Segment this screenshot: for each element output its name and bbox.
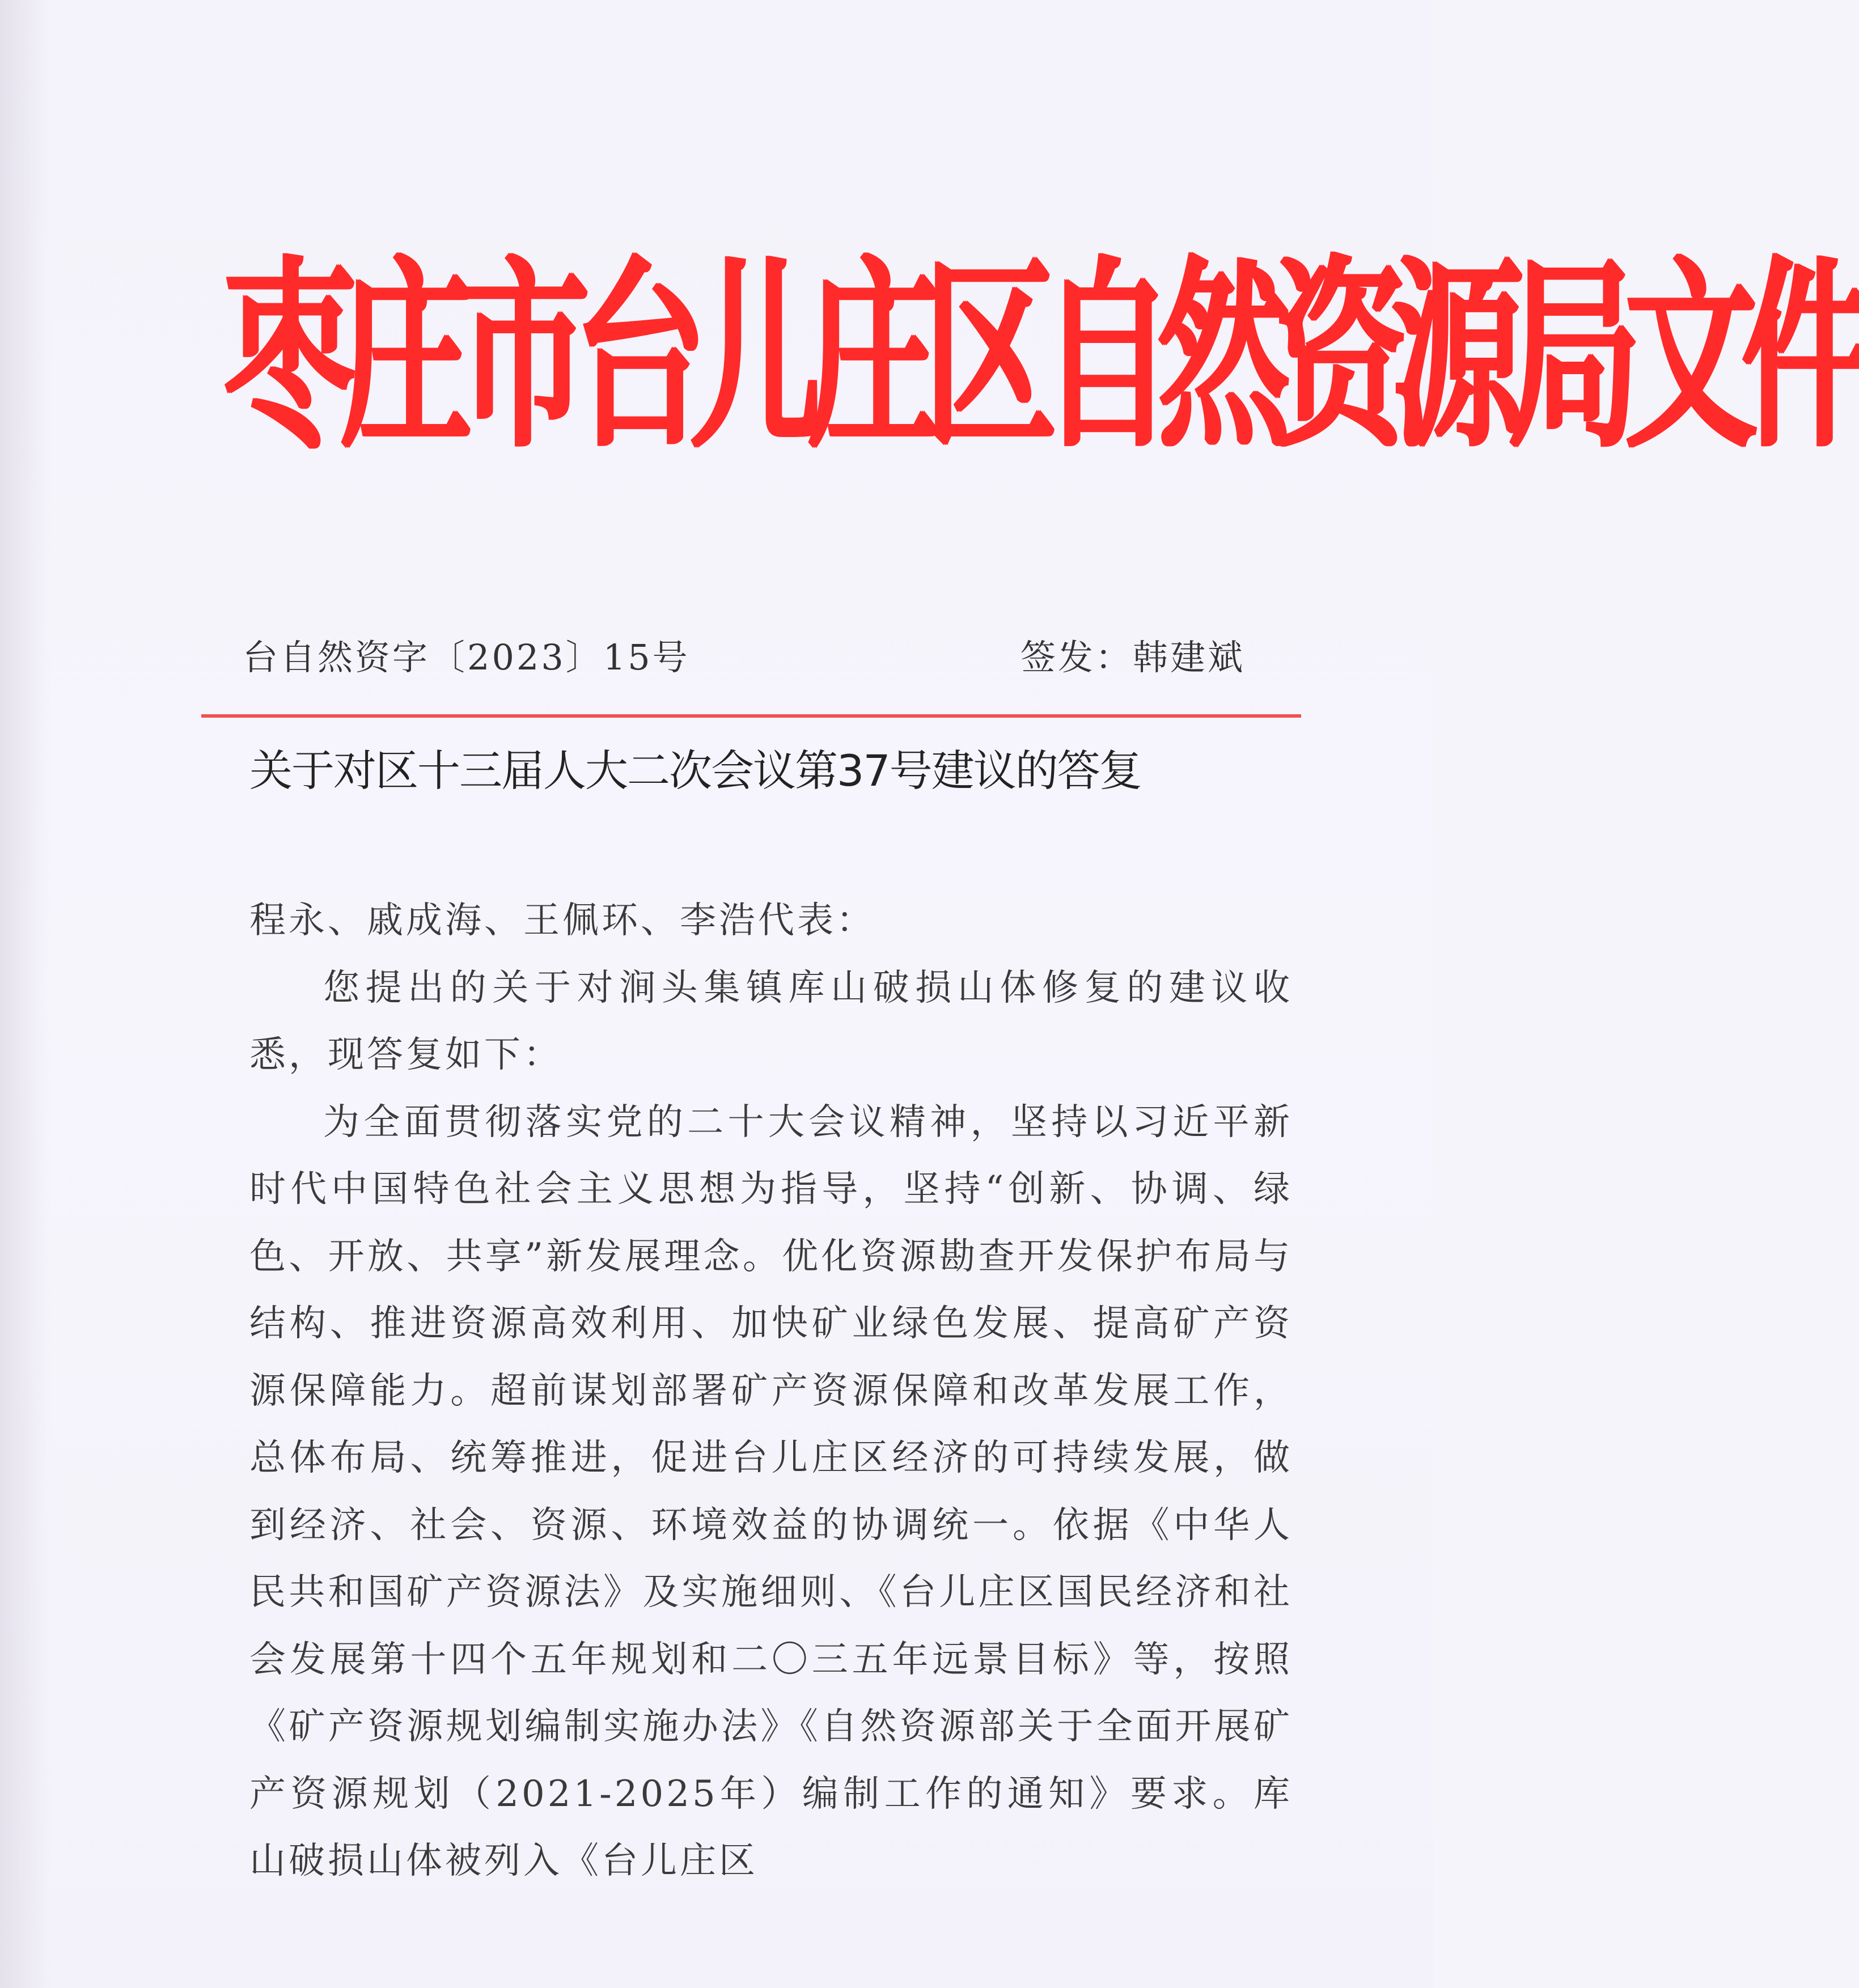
red-divider-line <box>201 714 1301 718</box>
document-body <box>249 887 1293 1895</box>
signer-line: 签发：韩建斌 <box>1020 637 1246 678</box>
body-paragraph-2: 为全面贯彻落实党的二十大会议精神，坚持以习近平新时代中国特色社会主义思想为指导，坚持“创新、协调、绿色、开放、共享”新发展理念。优化资源勘查开发保护布局与结构、推进资源高效利用、加快矿业绿色发展、提高矿产资源保障能力。超前谋划部署矿产资源保障和改革发展工作，总体布局、统筹推进，促进台儿庄区经济的可持续发展，做到经济、社会、资源、环境效益的协调统一。依据《中华人民共和国矿产资源法》及实施细则、《台儿庄区国民经济和社会发展第十四个五年规划和二〇三五年远景目标》等，按照《矿产资源规划编制实施办法》《自然资源部关于全面开展矿产资源规划（2021-2025年）编制工作的通知》要求。库山破损山体被列入《台儿庄区 <box>249 1101 1293 1882</box>
salutation: 程永、戚成海、王佩环、李浩代表： <box>249 900 875 942</box>
body-paragraph-1: 您提出的关于对涧头集镇库山破损山体修复的建议收悉，现答复如下： <box>249 967 1293 1076</box>
scan-edge-shadow <box>0 0 51 1988</box>
masthead-title: 枣庄市台儿庄区自然资源局文件 <box>224 238 1859 476</box>
document-number: 台自然资字〔2023〕15号 <box>243 637 690 678</box>
document-title: 关于对区十三届人大二次会议第37号建议的答复 <box>249 745 1141 796</box>
